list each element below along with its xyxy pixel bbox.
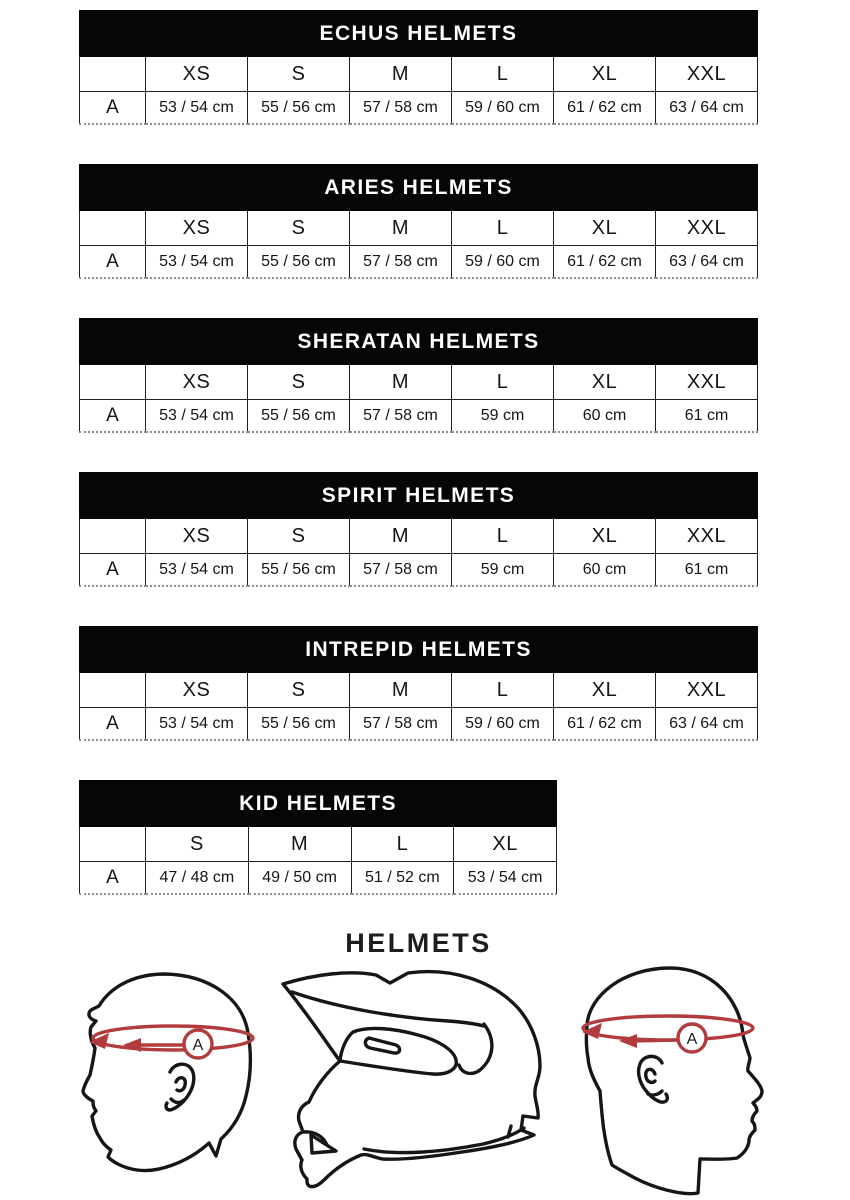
table-title: SPIRIT HELMETS <box>80 473 758 519</box>
measurement-cell: 53 / 54 cm <box>146 246 248 279</box>
measurement-cell: 57 / 58 cm <box>350 246 452 279</box>
size-col-header: XXL <box>656 57 758 92</box>
size-col-header: S <box>248 673 350 708</box>
measurement-cell: 59 / 60 cm <box>452 708 554 741</box>
size-col-header: M <box>248 827 351 862</box>
table-title: ARIES HELMETS <box>80 165 758 211</box>
size-col-header: M <box>350 673 452 708</box>
size-header-row <box>80 211 758 246</box>
size-table-spirit <box>79 472 758 587</box>
size-col-header: L <box>452 365 554 400</box>
size-col-header: XXL <box>656 365 758 400</box>
measurement-cell: 60 cm <box>554 554 656 587</box>
size-col-header: XL <box>454 827 557 862</box>
size-col-header: XS <box>146 519 248 554</box>
size-header-row <box>80 673 758 708</box>
table-title-row <box>80 319 758 365</box>
measurement-cell: 61 / 62 cm <box>554 92 656 125</box>
measurement-cell: 57 / 58 cm <box>350 92 452 125</box>
measurement-cell: 55 / 56 cm <box>248 246 350 279</box>
row-label: A <box>80 400 146 433</box>
measurement-cell: 61 / 62 cm <box>554 708 656 741</box>
measurement-cell: 63 / 64 cm <box>656 708 758 741</box>
size-col-header: M <box>350 211 452 246</box>
corner-cell <box>80 57 146 92</box>
size-table-kid <box>79 780 557 895</box>
size-col-header: L <box>452 673 554 708</box>
size-col-header: L <box>452 57 554 92</box>
measurement-row <box>80 246 758 279</box>
size-col-header: XXL <box>656 673 758 708</box>
measurement-diagrams <box>0 962 850 1200</box>
measurement-row <box>80 554 758 587</box>
measurement-cell: 49 / 50 cm <box>248 862 351 895</box>
table-title-row <box>80 11 758 57</box>
size-col-header: M <box>350 519 452 554</box>
measurement-cell: 60 cm <box>554 400 656 433</box>
size-header-row <box>80 365 758 400</box>
measurement-cell: 51 / 52 cm <box>351 862 454 895</box>
measure-label: A <box>192 1037 204 1054</box>
size-table-echus <box>79 10 758 125</box>
size-table-aries <box>79 164 758 279</box>
size-col-header: XS <box>146 57 248 92</box>
diagram-section-title: HELMETS <box>345 928 492 958</box>
measurement-row <box>80 92 758 125</box>
size-col-header: XL <box>554 519 656 554</box>
measurement-cell: 55 / 56 cm <box>248 400 350 433</box>
size-col-header: L <box>452 519 554 554</box>
corner-cell <box>80 827 146 862</box>
size-table-intrepid <box>79 626 758 741</box>
measurement-cell: 53 / 54 cm <box>146 92 248 125</box>
corner-cell <box>80 519 146 554</box>
size-col-header: XXL <box>656 519 758 554</box>
measurement-cell: 55 / 56 cm <box>248 708 350 741</box>
measure-label: A <box>686 1031 698 1048</box>
measurement-cell: 59 cm <box>452 400 554 433</box>
size-header-row <box>80 57 758 92</box>
head-outline <box>83 974 250 1171</box>
row-label: A <box>80 708 146 741</box>
size-col-header: S <box>146 827 249 862</box>
measurement-cell: 63 / 64 cm <box>656 246 758 279</box>
size-col-header: M <box>350 57 452 92</box>
table-title-row <box>80 781 557 827</box>
measurement-cell: 63 / 64 cm <box>656 92 758 125</box>
measurement-cell: 53 / 54 cm <box>146 554 248 587</box>
measurement-cell: 61 cm <box>656 400 758 433</box>
measurement-cell: 47 / 48 cm <box>146 862 249 895</box>
size-col-header: L <box>351 827 454 862</box>
corner-cell <box>80 673 146 708</box>
measurement-cell: 57 / 58 cm <box>350 708 452 741</box>
corner-cell <box>80 211 146 246</box>
measurement-row <box>80 400 758 433</box>
table-title: SHERATAN HELMETS <box>80 319 758 365</box>
measurement-cell: 55 / 56 cm <box>248 92 350 125</box>
row-label: A <box>80 554 146 587</box>
size-col-header: XXL <box>656 211 758 246</box>
row-label: A <box>80 92 146 125</box>
table-title: INTREPID HELMETS <box>80 627 758 673</box>
measurement-row <box>80 862 557 895</box>
measurement-cell: 53 / 54 cm <box>146 400 248 433</box>
head-profile-right-illustration <box>578 962 775 1200</box>
measurement-cell: 61 cm <box>656 554 758 587</box>
size-col-header: S <box>248 365 350 400</box>
row-label: A <box>80 862 146 895</box>
size-col-header: XL <box>554 211 656 246</box>
measurement-cell: 61 / 62 cm <box>554 246 656 279</box>
size-col-header: XL <box>554 57 656 92</box>
measurement-cell: 53 / 54 cm <box>454 862 557 895</box>
size-col-header: XS <box>146 211 248 246</box>
measurement-cell: 59 / 60 cm <box>452 92 554 125</box>
table-title-row <box>80 473 758 519</box>
measurement-cell: 53 / 54 cm <box>146 708 248 741</box>
measurement-cell: 59 / 60 cm <box>452 246 554 279</box>
size-col-header: XS <box>146 673 248 708</box>
head-profile-left-illustration <box>75 971 265 1181</box>
measurement-cell: 59 cm <box>452 554 554 587</box>
table-title-row <box>80 165 758 211</box>
measurement-cell: 55 / 56 cm <box>248 554 350 587</box>
size-col-header: M <box>350 365 452 400</box>
size-col-header: S <box>248 57 350 92</box>
size-col-header: XL <box>554 365 656 400</box>
measurement-row <box>80 708 758 741</box>
row-label: A <box>80 246 146 279</box>
size-col-header: L <box>452 211 554 246</box>
size-col-header: XL <box>554 673 656 708</box>
table-title: KID HELMETS <box>80 781 557 827</box>
table-title: ECHUS HELMETS <box>80 11 758 57</box>
table-title-row <box>80 627 758 673</box>
corner-cell <box>80 365 146 400</box>
size-col-header: S <box>248 519 350 554</box>
helmet-illustration <box>278 966 572 1200</box>
size-col-header: XS <box>146 365 248 400</box>
head-outline <box>586 968 762 1194</box>
measurement-cell: 57 / 58 cm <box>350 400 452 433</box>
measurement-cell: 57 / 58 cm <box>350 554 452 587</box>
size-col-header: S <box>248 211 350 246</box>
measure-arrow-line <box>633 1040 678 1041</box>
helmet-shell-outline <box>283 972 540 1187</box>
size-header-row <box>80 827 557 862</box>
size-table-sheratan <box>79 318 758 433</box>
size-header-row <box>80 519 758 554</box>
